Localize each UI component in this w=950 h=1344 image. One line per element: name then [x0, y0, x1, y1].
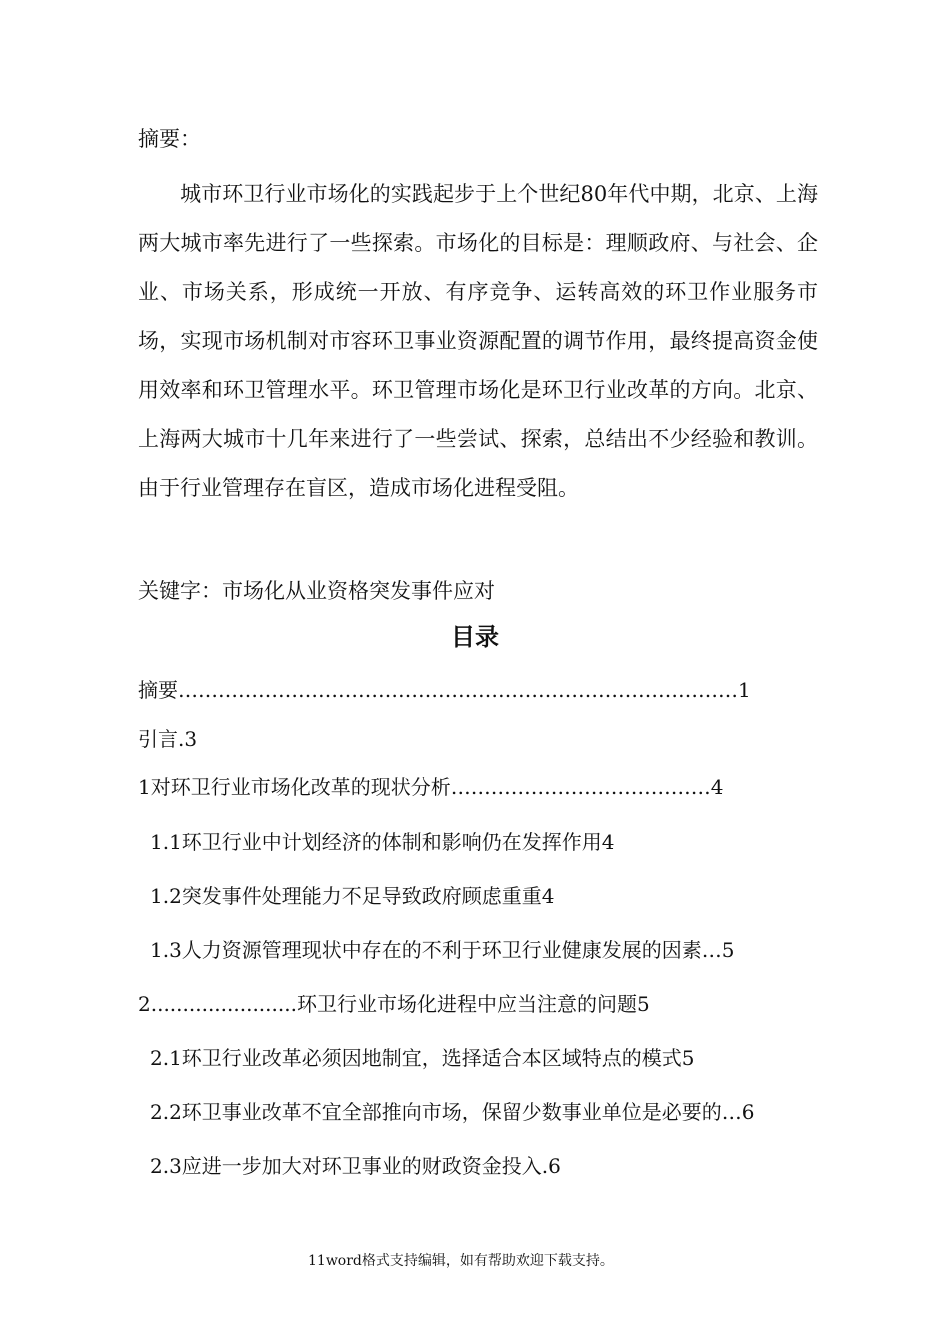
toc-entry: 摘要…………………………………………………………………………1 — [138, 678, 751, 702]
footer-note: 11word格式支持编辑，如有帮助欢迎下载支持。 — [308, 1253, 614, 1269]
keywords: 关键字：市场化从业资格突发事件应对 — [138, 579, 495, 603]
toc-entry: 2.2环卫事业改革不宜全部推向市场，保留少数事业单位是必要的…6 — [150, 1100, 755, 1124]
toc-entry: 2.......................环卫行业市场化进程中应当注意的问题5 — [138, 992, 650, 1016]
toc-entry: 引言.3 — [138, 727, 198, 751]
toc-entry: 2.3应进一步加大对环卫事业的财政资金投入.6 — [150, 1154, 561, 1178]
abstract-label: 摘要： — [138, 127, 201, 151]
toc-title: 目录 — [451, 623, 499, 651]
toc-entry: 1.3人力资源管理现状中存在的不利于环卫行业健康发展的因素…5 — [150, 938, 735, 962]
toc-entry: 1对环卫行业市场化改革的现状分析…………………………………4 — [138, 775, 724, 799]
abstract-body — [138, 170, 818, 513]
toc-entry: 2.1环卫行业改革必须因地制宜，选择适合本区域特点的模式5 — [150, 1046, 695, 1070]
toc-entry: 1.2突发事件处理能力不足导致政府顾虑重重4 — [150, 884, 555, 908]
abstract-text: 城市环卫行业市场化的实践起步于上个世纪80年代中期，北京、上海两大城市率先进行了一些探索。市场化的目标是：理顺政府、与社会、企业、市场关系，形成统一开放、有序竞争、运转高效的环卫作业服务市场，实现市场机制对市容环卫事业资源配置的调节作用，最终提高资金使用效率和环卫管理水平。环卫管理市场化是环卫行业改革的方向。北京、上海两大城市十几年来进行了一些尝试、探索，总结出不少经验和教训。由于行业管理存在盲区，造成市场化进程受阻。 — [138, 182, 818, 500]
toc-entry: 1.1环卫行业中计划经济的体制和影响仍在发挥作用4 — [150, 830, 615, 854]
